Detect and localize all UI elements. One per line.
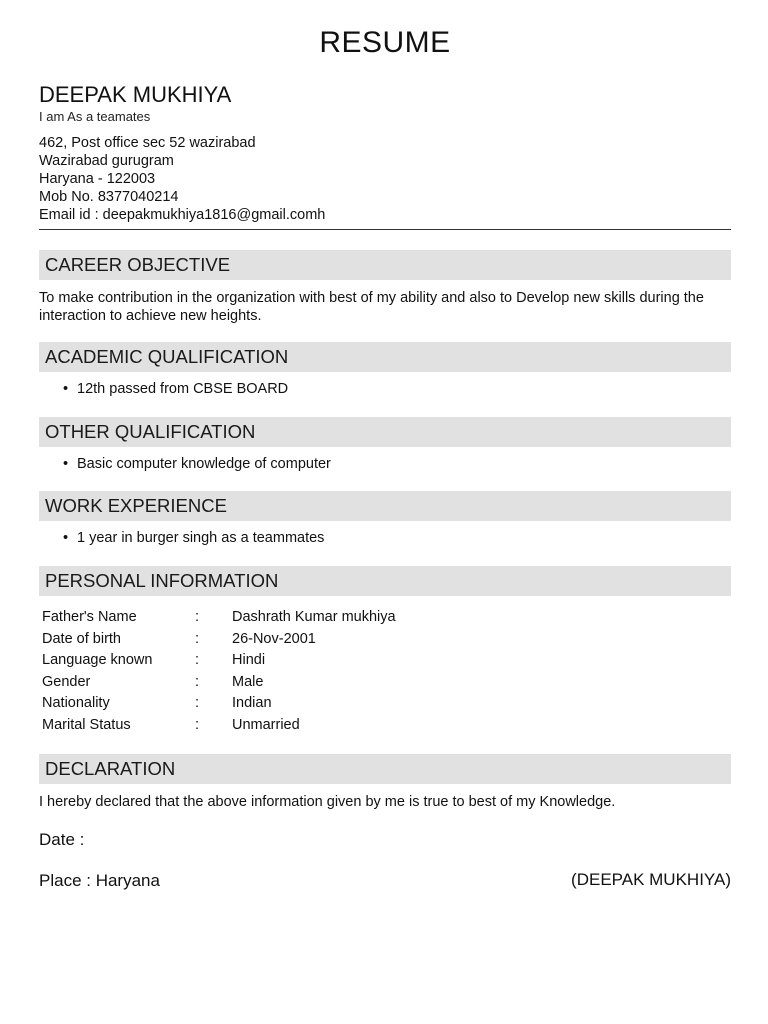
section-heading-personal-information: PERSONAL INFORMATION (39, 566, 731, 596)
bullet-icon: • (63, 381, 69, 397)
section-heading-other-qualification: OTHER QUALIFICATION (39, 417, 731, 447)
list-item-other-qualification: • Basic computer knowledge of computer (63, 456, 331, 472)
declaration-text: I hereby declared that the above information given by me is true to best of my Knowledge. (39, 794, 616, 810)
document-title: RESUME (319, 26, 451, 59)
address-line-1: 462, Post office sec 52 wazirabad (39, 135, 256, 151)
address-line-3: Haryana - 122003 (39, 171, 156, 187)
date-label: Date : (39, 830, 85, 849)
contact-block (39, 134, 325, 224)
career-objective-text: To make contribution in the organization with best of my ability and also to Develop new skills during the interaction to achieve new heights. (39, 290, 704, 324)
bullet-icon: • (63, 456, 69, 472)
signature-name: (DEEPAK MUKHIYA) (571, 870, 731, 889)
section-heading-declaration: DECLARATION (39, 754, 731, 784)
list-item-work-experience: • 1 year in burger singh as a teammates (63, 530, 325, 546)
place-label: Place : Haryana (39, 871, 160, 890)
section-heading-work-experience: WORK EXPERIENCE (39, 491, 731, 521)
section-heading-career-objective: CAREER OBJECTIVE (39, 250, 731, 280)
header-divider (39, 229, 731, 230)
bullet-icon: • (63, 530, 69, 546)
address-line-2: Wazirabad gurugram (39, 153, 174, 169)
email-address: Email id : deepakmukhiya1816@gmail.comh (39, 207, 326, 223)
section-heading-academic: ACADEMIC QUALIFICATION (39, 342, 731, 372)
candidate-name: DEEPAK MUKHIYA (39, 82, 232, 107)
mobile-number: Mob No. 8377040214 (39, 189, 179, 205)
list-item-academic: • 12th passed from CBSE BOARD (63, 381, 289, 397)
candidate-tagline: I am As a teamates (39, 109, 151, 124)
